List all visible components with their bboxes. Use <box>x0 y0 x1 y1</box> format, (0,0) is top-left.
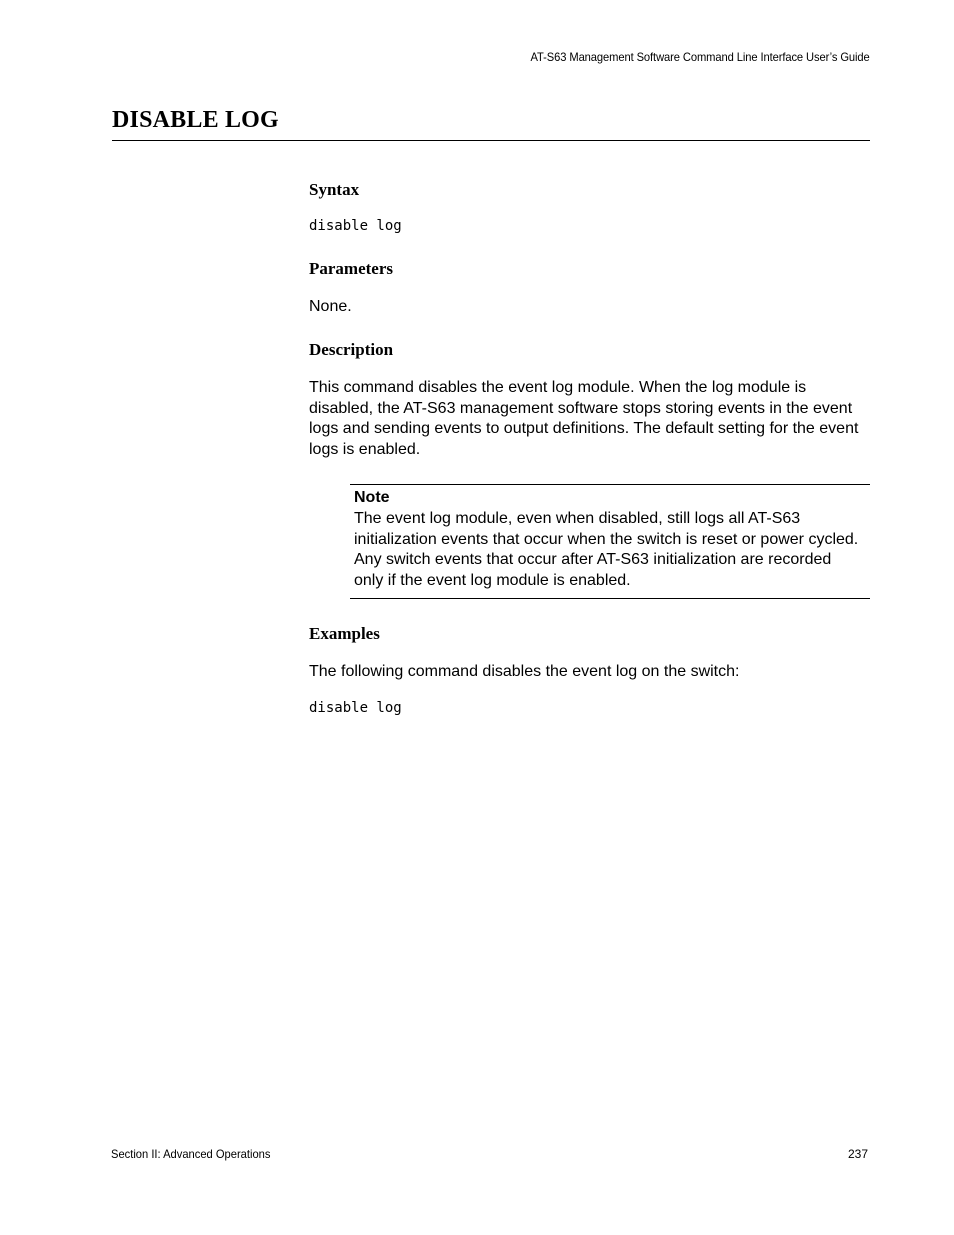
page-title: DISABLE LOG <box>112 107 279 133</box>
parameters-text: None. <box>309 298 352 315</box>
description-heading: Description <box>309 340 394 359</box>
note-box <box>350 484 870 599</box>
note-title: Note <box>354 489 390 506</box>
title-rule <box>112 140 870 141</box>
examples-heading: Examples <box>309 624 380 643</box>
note-text: The event log module, even when disabled, still logs all AT-S63 initialization events that occur when the switch is reset or power cycled. Any switch events that occur after AT-S63 initialization are recorded only if the event log module is enabled. <box>354 510 859 589</box>
parameters-heading: Parameters <box>309 259 394 278</box>
syntax-code: disable log <box>309 218 402 234</box>
syntax-heading: Syntax <box>309 180 360 199</box>
footer-page-number: 237 <box>847 1147 868 1161</box>
description-text: This command disables the event log module. When the log module is disabled, the AT-S63 management software stops storing events in the event logs and sending events to output definitions. The default setting for the event logs is enabled. <box>309 379 859 458</box>
footer-section: Section II: Advanced Operations <box>111 1147 271 1161</box>
running-header: AT-S63 Management Software Command Line Interface User’s Guide <box>530 50 870 64</box>
examples-text: The following command disables the event log on the switch: <box>309 663 740 680</box>
examples-code: disable log <box>309 700 402 716</box>
